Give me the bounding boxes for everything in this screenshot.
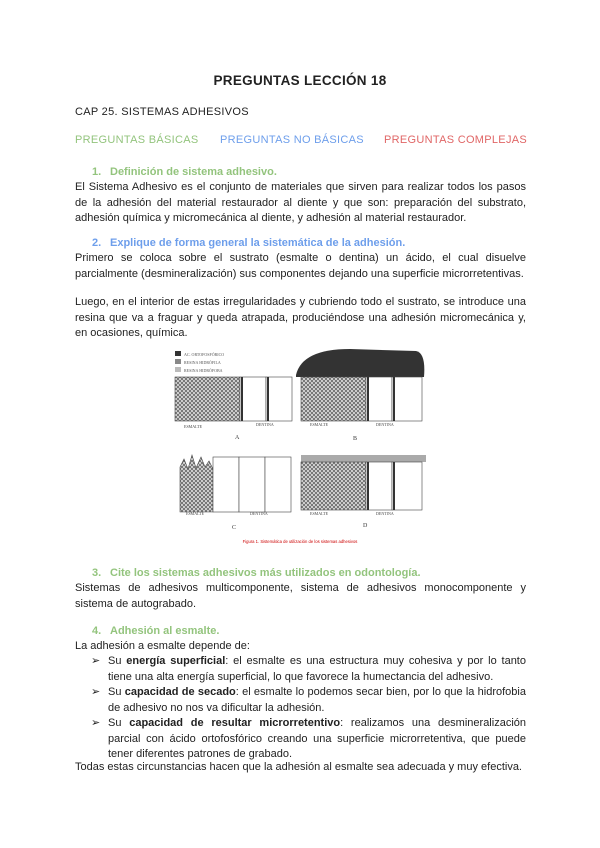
figure-legend (175, 351, 224, 373)
etched-enamel (180, 455, 213, 512)
list-item: ➢ Su capacidad de secado: el esmalte lo podemos secar bien, por lo que la hidrofobia de adhesivo no nos va dificultar la adhesión. (75, 685, 526, 716)
arrow-bullet-icon: ➢ (91, 655, 101, 667)
figure-panel-c (180, 455, 291, 531)
list-item: ➢ Su energía superficial: el esmalte es una estructura muy cohesiva y por lo tanto tiene una alta energía superficial, lo que favorece la humectancia del adhesivo. (75, 654, 526, 685)
arrow-bullet-icon: ➢ (91, 686, 101, 698)
legend-swatch-hydrophobic (175, 367, 181, 372)
answer-line: Todas estas circunstancias hacen que la adhesión al esmalte sea adecuada y muy efectiva. (75, 761, 522, 773)
question-4-heading (92, 625, 219, 637)
question-4-bullet-list (75, 654, 526, 763)
resin-cap (296, 349, 424, 377)
answer-line: La adhesión a esmalte depende de: (75, 640, 250, 652)
emphasis-term: energía superficial (126, 655, 226, 667)
legend-swatch-acid (175, 351, 181, 356)
answer-line: tener diferentes patrones de grabado. (108, 748, 293, 760)
dentin-tubule (392, 462, 422, 510)
legend-item: AC. ORTOFOSFÓRICO (184, 352, 225, 357)
question-number: 1. (92, 166, 102, 178)
question-1-heading (92, 166, 277, 178)
answer-line: de la adhesión del material restaurador al diente y que son: preparación del substrato, (75, 196, 526, 209)
question-2-answer (75, 251, 526, 282)
question-number: 3. (92, 567, 102, 579)
panel-label: B (353, 436, 358, 442)
chapter-heading: CAP 25. SISTEMAS ADHESIVOS (75, 106, 249, 118)
dentin-label: DENTINA (250, 511, 268, 516)
legend-item: RESINA HIDRÓFOBA (184, 368, 223, 373)
question-2-heading (92, 237, 405, 249)
category-complex-label: PREGUNTAS COMPLEJAS (384, 134, 528, 146)
emphasis-term: capacidad de resultar microrretentivo (129, 717, 341, 729)
panel-label: C (232, 525, 237, 531)
enamel-block (175, 377, 240, 421)
category-basic-label: PREGUNTAS BÁSICAS (75, 134, 199, 146)
question-title: Definición de sistema adhesivo. (110, 166, 277, 178)
enamel-label: ESMALTE (310, 422, 329, 427)
dentin-tubule (265, 457, 291, 512)
question-3-heading (92, 567, 421, 579)
answer-line: en ocasiones, química. (75, 327, 188, 339)
question-4-intro (75, 639, 526, 655)
enamel-label: ESMALTE (310, 511, 329, 516)
question-1-answer (75, 180, 526, 227)
legend-item: RESINA HIDRÓFILA (184, 360, 221, 365)
answer-line: sistema de autograbado. (75, 597, 197, 610)
figure-panel-b (296, 349, 424, 442)
dentin-tubule (366, 462, 392, 510)
dentin-tubule (366, 377, 392, 421)
answer-line: tiene una alta energía superficial, lo que favorece la humectancia del adhesivo. (108, 670, 494, 683)
answer-line: de adhesivo no nos va dificultar la adhesión. (108, 701, 325, 714)
figure-caption: Figura 1. Sistemática de utilización de los sistemas adhesivos (242, 539, 358, 544)
question-number: 2. (92, 237, 102, 249)
answer-line: parcial con ácido ortofosfórico creando una superficie microrretentiva, que puede (108, 732, 526, 745)
question-title: Adhesión al esmalte. (110, 625, 220, 637)
dentin-tubule (392, 377, 422, 421)
list-item: ➢ Su capacidad de resultar microrretentivo: realizamos una desmineralización parcial con ácido ortofosfórico creando una superficie microrretentiva, que puede tener diferentes patrones de grabado. (75, 716, 526, 763)
dentin-label: DENTINA (376, 422, 394, 427)
legend-swatch-hydrophilic (175, 359, 181, 364)
enamel-label: ESMALTE (184, 424, 203, 429)
category-nonbasic-label: PREGUNTAS NO BÁSICAS (220, 134, 364, 146)
question-2-answer-continued (75, 295, 526, 342)
enamel-block (301, 377, 366, 421)
question-title: Explique de forma general la sistemática de la adhesión. (110, 237, 406, 249)
dentin-label: DENTINA (376, 511, 394, 516)
answer-line: resina que va a fraguar y queda atrapada, produciéndose una adhesión micromecánica y, (75, 311, 526, 324)
answer-line: adhesión química y micromecánica al diente, y adhesión al material restaurador. (75, 212, 467, 224)
arrow-bullet-icon: ➢ (91, 717, 101, 729)
dentin-tubule (266, 377, 292, 421)
enamel-label: ESMALTE (186, 511, 205, 516)
figure-panel-d (301, 455, 426, 529)
answer-line: El Sistema Adhesivo es el conjunto de materiales que sirven para realizar todos los pasos (75, 181, 526, 193)
page-title: PREGUNTAS LECCIÓN 18 (213, 73, 387, 88)
dentin-tubule (239, 457, 265, 512)
dentin-tubule (240, 377, 266, 421)
question-4-closing (75, 760, 526, 776)
emphasis-term: capacidad de secado (124, 686, 236, 698)
enamel-block (213, 457, 239, 512)
dentin-label: DENTINA (256, 422, 274, 427)
answer-line: Sistemas de adhesivos multicomponente, sistema de adhesivos monocomponente y (75, 582, 526, 594)
panel-label: A (235, 435, 240, 441)
question-title: Cite los sistemas adhesivos más utilizados en odontología. (110, 567, 421, 579)
question-number: 4. (92, 625, 102, 637)
answer-line: Primero se coloca sobre el sustrato (esmalte o dentina) un ácido, el cual disuelve (75, 252, 526, 264)
adhesive-system-figure (170, 347, 430, 545)
answer-line: parcialmente (desmineralización) sus componentes dejando una superficie microrretentivas. (75, 267, 524, 280)
figure-panel-a (175, 377, 292, 441)
question-3-answer (75, 581, 526, 612)
panel-label: D (363, 523, 368, 529)
answer-line: Luego, en el interior de estas irregularidades y cubriendo todo el sustrato, se introduce una (75, 296, 526, 308)
resin-layer (301, 455, 426, 462)
enamel-block (301, 462, 366, 510)
